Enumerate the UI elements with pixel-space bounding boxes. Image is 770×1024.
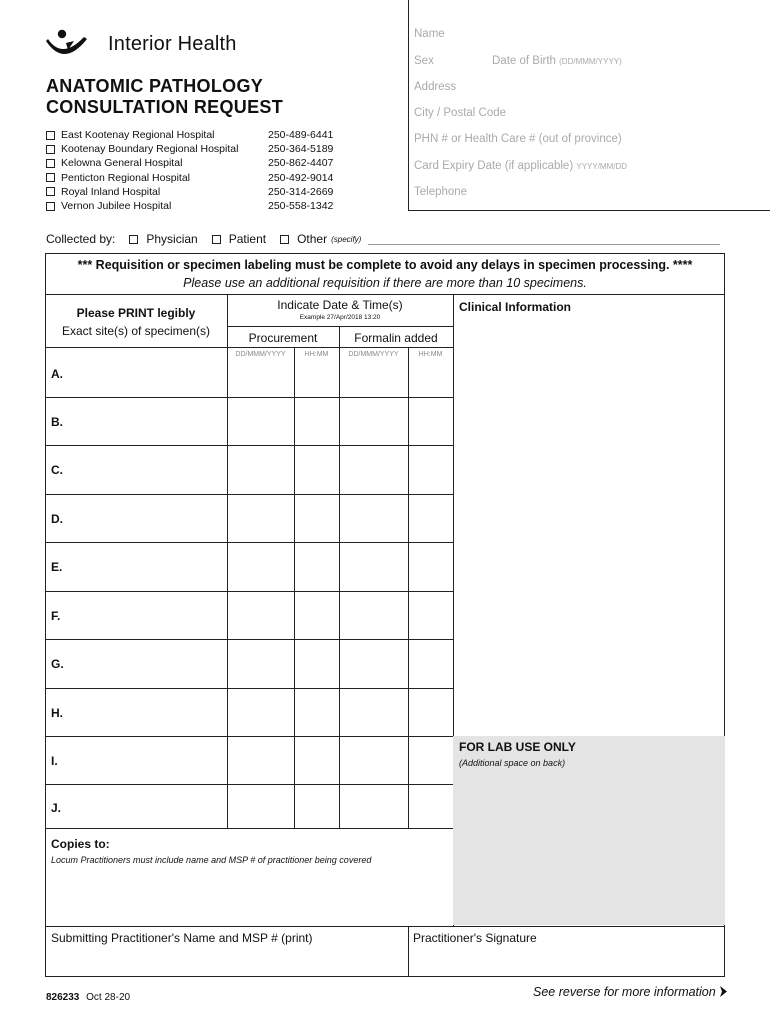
patient-info-box xyxy=(408,0,770,211)
hospital-phone: 250-862-4407 xyxy=(268,157,334,170)
hospital-checkbox[interactable] xyxy=(46,145,55,154)
form-title xyxy=(46,76,283,118)
datetime-header: Indicate Date & Time(s) xyxy=(277,298,403,312)
specimen-row-label: B. xyxy=(51,415,63,429)
form-title-line1: ANATOMIC PATHOLOGY xyxy=(46,76,264,96)
hospital-row xyxy=(46,156,333,170)
row-divider xyxy=(45,639,453,640)
practitioner-name-input[interactable] xyxy=(48,948,406,975)
row-divider xyxy=(45,784,453,785)
lab-use-title: FOR LAB USE ONLY xyxy=(459,740,576,754)
procurement-date-format: DD/MMM/YYYY xyxy=(235,351,286,358)
specimen-site-header: Exact site(s) of specimen(s) xyxy=(61,324,211,338)
patient-phn-field[interactable]: PHN # or Health Care # (out of province) xyxy=(414,133,622,145)
physician-checkbox[interactable] xyxy=(129,235,138,244)
patient-name-field[interactable]: Name xyxy=(414,28,445,40)
divider xyxy=(408,347,409,828)
hospital-list xyxy=(46,128,333,213)
practitioner-name-label: Submitting Practitioner's Name and MSP # (print) xyxy=(51,931,313,945)
hospital-name: Vernon Jubilee Hospital xyxy=(61,199,172,212)
hospital-phone: 250-492-9014 xyxy=(268,171,334,184)
divider xyxy=(45,294,725,295)
patient-address-field[interactable]: Address xyxy=(414,81,457,93)
specify-label: (specify) xyxy=(331,234,362,244)
see-reverse xyxy=(533,985,728,999)
specimen-row-label: E. xyxy=(51,560,63,574)
copies-to-note: Locum Practitioners must include name and MSP # of practitioner being covered xyxy=(51,855,372,865)
other-label: Other xyxy=(297,232,328,246)
patient-sex-field[interactable]: Sex xyxy=(414,55,434,67)
formalin-time-format: HH:MM xyxy=(418,351,443,358)
hospital-row xyxy=(46,199,333,213)
hospital-name: Kelowna General Hospital xyxy=(61,157,183,170)
hospital-checkbox[interactable] xyxy=(46,159,55,168)
specimen-row-label: D. xyxy=(51,512,63,526)
formalin-header: Formalin added xyxy=(354,331,438,345)
hospital-row xyxy=(46,185,333,199)
specimen-row-label: F. xyxy=(51,609,61,623)
hospital-phone: 250-489-6441 xyxy=(268,129,334,141)
divider xyxy=(408,926,409,977)
hospital-name: Royal Inland Hospital xyxy=(61,185,161,198)
datetime-example: Example 27/Apr/2018 13:20 xyxy=(299,314,381,321)
physician-label: Physician xyxy=(146,232,198,246)
formalin-date-format: DD/MMM/YYYY xyxy=(348,351,399,358)
hospital-checkbox[interactable] xyxy=(46,173,55,182)
divider xyxy=(294,347,295,828)
hospital-phone: 250-314-2669 xyxy=(268,185,334,198)
form-footer-id xyxy=(46,992,130,1003)
notice-line1: *** Requisition or specimen labeling must be complete to avoid any delays in specimen processing. **** xyxy=(77,258,693,272)
practitioner-signature-label: Practitioner's Signature xyxy=(413,931,537,945)
specimen-row-label: A. xyxy=(51,367,63,381)
patient-dob-field[interactable] xyxy=(492,55,622,67)
divider xyxy=(45,926,725,927)
form-number: 826233 xyxy=(46,992,80,1003)
patient-label: Patient xyxy=(228,232,267,246)
row-divider xyxy=(45,542,453,543)
specimen-row-label: I. xyxy=(51,754,58,768)
hospital-checkbox[interactable] xyxy=(46,202,55,211)
specimen-row-label: G. xyxy=(51,657,64,671)
row-divider xyxy=(45,397,453,398)
row-divider xyxy=(45,688,453,689)
specimen-row-label: J. xyxy=(51,801,62,815)
row-divider xyxy=(45,828,453,829)
other-specify-input[interactable] xyxy=(368,244,720,245)
procurement-time-format: HH:MM xyxy=(304,351,329,358)
patient-city-field[interactable]: City / Postal Code xyxy=(414,107,507,119)
card-expiry-field[interactable] xyxy=(414,160,627,172)
divider xyxy=(227,294,228,828)
hospital-name: Penticton Regional Hospital xyxy=(61,171,190,184)
row-divider xyxy=(45,347,227,348)
hospital-row xyxy=(46,142,333,156)
clinical-info-input[interactable] xyxy=(455,316,723,734)
lab-use-note: (Additional space on back) xyxy=(459,758,566,768)
divider xyxy=(227,326,453,327)
hospital-name: East Kootenay Regional Hospital xyxy=(61,129,215,141)
form-title-line2: CONSULTATION REQUEST xyxy=(46,97,283,117)
row-divider xyxy=(45,736,453,737)
specimen-row-label: H. xyxy=(51,706,63,720)
collected-by-row xyxy=(46,232,361,246)
row-divider xyxy=(45,591,453,592)
form-date: Oct 28-20 xyxy=(86,992,131,1003)
print-legibly-header: Please PRINT legibly xyxy=(76,306,196,320)
notice-line2: Please use an additional requisition if there are more than 10 specimens. xyxy=(183,276,587,290)
copies-to-title: Copies to: xyxy=(51,837,110,851)
patient-telephone-field[interactable]: Telephone xyxy=(414,186,468,198)
hospital-checkbox[interactable] xyxy=(46,187,55,196)
hospital-row xyxy=(46,171,333,185)
hospital-checkbox[interactable] xyxy=(46,131,55,140)
procurement-header: Procurement xyxy=(248,331,318,345)
divider xyxy=(227,347,453,348)
other-checkbox[interactable] xyxy=(280,235,289,244)
patient-checkbox[interactable] xyxy=(212,235,221,244)
dob-format: (DD/MMM/YYYY) xyxy=(559,57,622,66)
see-reverse-text: See reverse for more information xyxy=(533,985,716,999)
hospital-row xyxy=(46,128,333,142)
hospital-phone: 250-364-5189 xyxy=(268,143,334,156)
card-expiry-label: Card Expiry Date (if applicable) xyxy=(414,160,574,172)
dob-label: Date of Birth xyxy=(492,55,556,67)
interior-health-logo-icon xyxy=(46,26,106,66)
row-divider xyxy=(45,494,453,495)
copies-to-input[interactable] xyxy=(48,870,450,924)
hospital-phone: 250-558-1342 xyxy=(268,199,334,212)
divider xyxy=(339,326,340,828)
arrow-right-icon xyxy=(719,986,728,997)
collected-by-label: Collected by: xyxy=(46,232,116,246)
row-divider xyxy=(45,445,453,446)
hospital-name: Kootenay Boundary Regional Hospital xyxy=(61,143,239,156)
specimen-row-label: C. xyxy=(51,463,63,477)
card-expiry-format: YYYY/MM/DD xyxy=(576,162,628,171)
clinical-info-header: Clinical Information xyxy=(459,300,572,314)
logo-text: Interior Health xyxy=(108,33,237,55)
practitioner-signature-input[interactable] xyxy=(411,948,723,975)
